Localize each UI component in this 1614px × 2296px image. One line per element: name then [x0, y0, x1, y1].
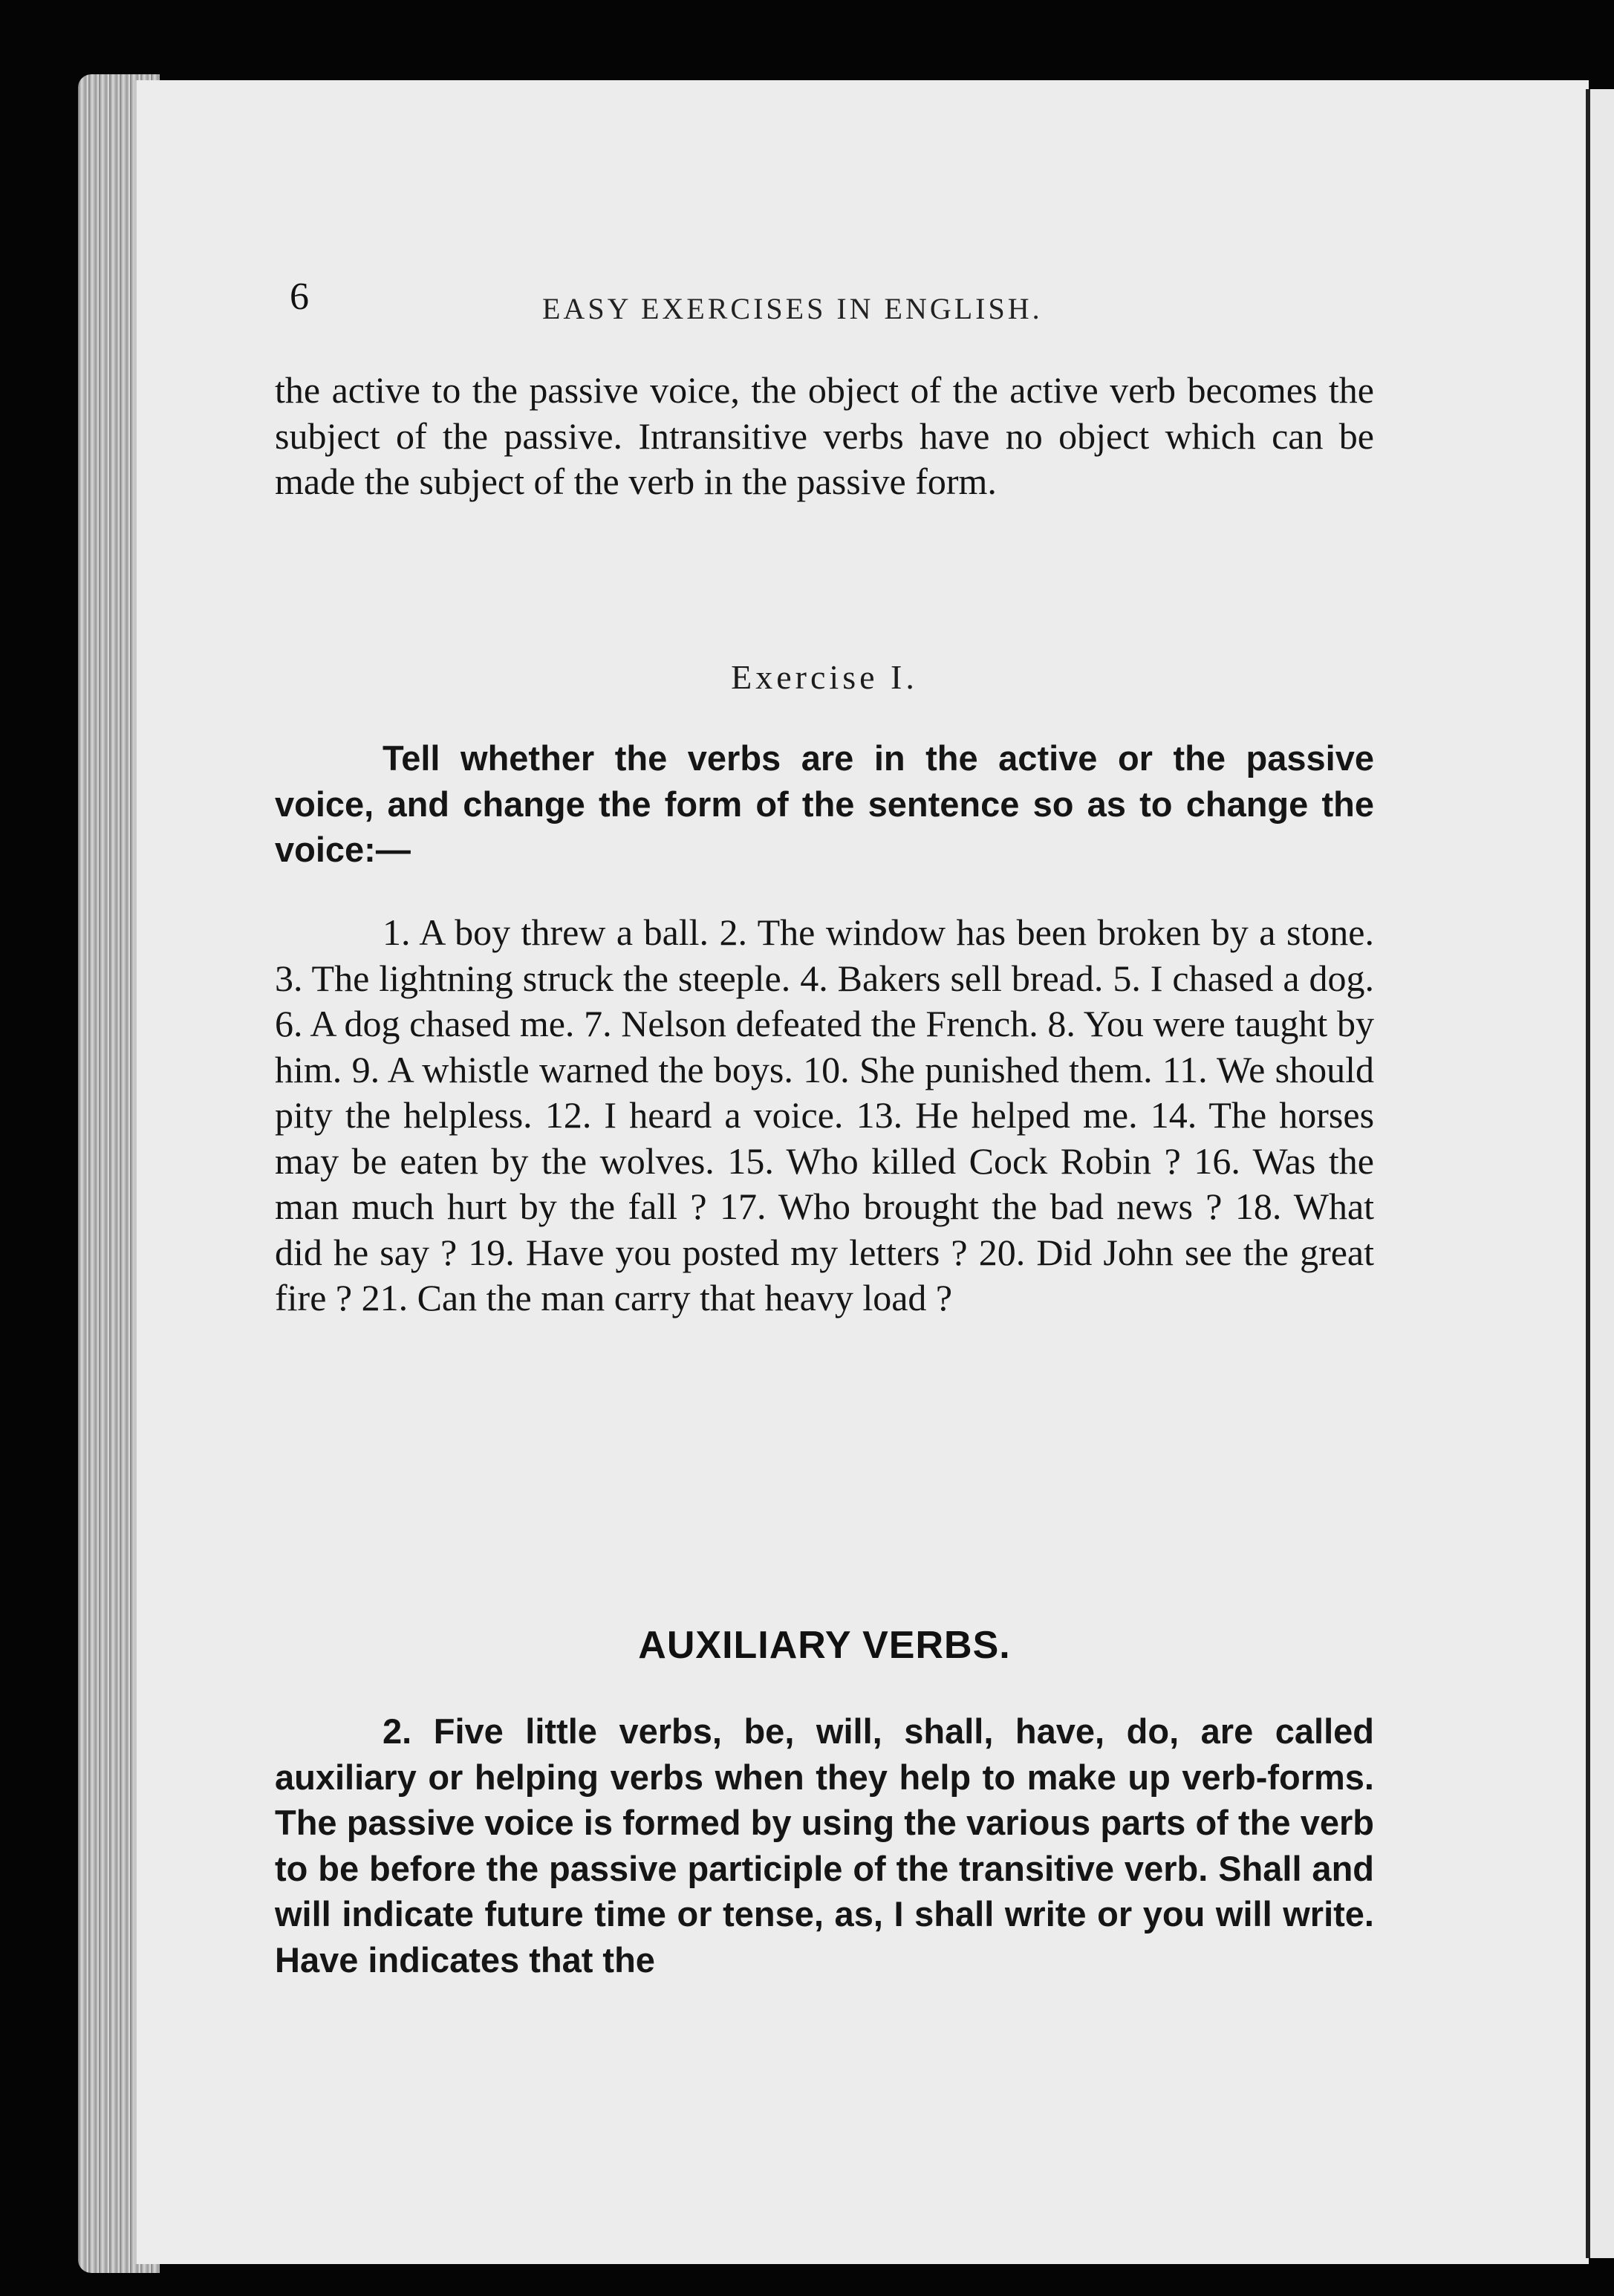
exercise-sentence: 18. What did he say ?: [275, 1186, 1375, 1273]
exercise-sentence: 1. A boy threw a ball.: [383, 911, 709, 953]
exercise-sentence: 17. Who brought the bad news ?: [719, 1186, 1223, 1227]
exercise-sentence: 7. Nelson defeated the French.: [584, 1003, 1038, 1044]
exercise-sentence: 4. Bakers sell bread.: [800, 957, 1104, 999]
exercise-sentence: 2. The window has been broken by a stone.: [719, 911, 1375, 953]
auxiliary-paragraph: [275, 1708, 1374, 1983]
exercise-sentence: 6. A dog chased me.: [275, 1003, 575, 1044]
exercise-sentence: 19. Have you posted my letters ?: [468, 1231, 968, 1273]
facing-page-edge: [1586, 89, 1614, 2258]
exercise-sentence: 5. I chased a dog.: [1113, 957, 1375, 999]
exercise-sentence: 11. We should pity the helpless.: [275, 1048, 1375, 1136]
auxiliary-heading: AUXILIARY VERBS.: [638, 1624, 1011, 1667]
exercise-sentence-list: [275, 910, 1374, 1321]
exercise-sentence: 8. You were taught by him.: [275, 1003, 1375, 1090]
exercise-sentence: 20. Did John see the great fire ?: [275, 1231, 1374, 1318]
exercise-sentence: 3. The lightning struck the steeple.: [275, 957, 791, 999]
exercise-sentence: 13. He helped me.: [856, 1094, 1138, 1136]
exercise-sentence: 16. Was the man much hurt by the fall ?: [275, 1139, 1374, 1227]
exercise-sentences: [275, 910, 1374, 1321]
intro-paragraph: [275, 368, 1374, 505]
exercise-sentence: 21. Can the man carry that heavy load ?: [361, 1277, 953, 1318]
exercise-sentence: 14. The horses may be eaten by the wolves.: [275, 1094, 1375, 1182]
exercise-sentence: 15. Who killed Cock Robin ?: [727, 1139, 1181, 1182]
exercise-sentence: 12. I heard a voice.: [544, 1094, 844, 1136]
auxiliary-paragraph-text: 2. Five little verbs, be, will, shall, have, do, are called auxiliary or helping verbs when they help to make up verb-forms. The passive voice is formed by using the various parts of the verb to be before the passive participle of the transitive verb. Shall and will indicate future time or tense, as, I shall write or you will write. Have indicates that the: [275, 1711, 1374, 1980]
exercise-instruction: [275, 735, 1374, 873]
exercise-heading: Exercise I.: [731, 658, 918, 696]
page-number: 6: [290, 276, 309, 318]
exercise-sentence: 10. She punished them.: [803, 1048, 1153, 1090]
running-title: EASY EXERCISES IN ENGLISH.: [542, 292, 1043, 325]
exercise-instruction-text: Tell whether the verbs are in the active or the passive voice, and change the form of the sentence so as to change the voice:—: [275, 738, 1374, 869]
exercise-sentence: 9. A whistle warned the boys.: [351, 1048, 793, 1090]
intro-paragraph-text: the active to the passive voice, the object of the active verb becomes the subject of the passive. Intransitive verbs have no object which can be made the subject of the verb in the passive form.: [275, 369, 1374, 502]
